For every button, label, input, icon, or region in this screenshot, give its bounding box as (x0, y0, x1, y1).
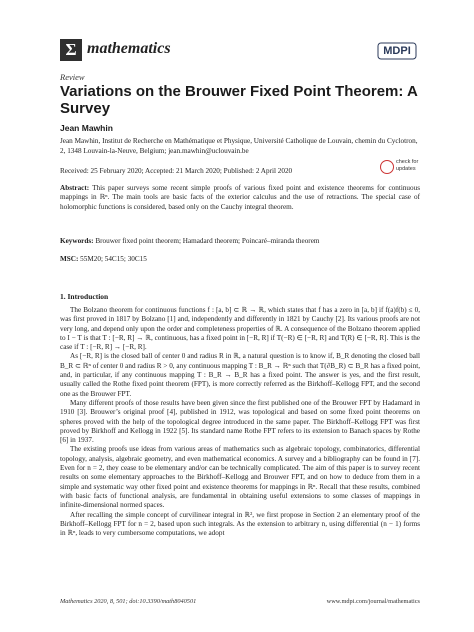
keywords-text: Brouwer fixed point theorem; Hamadard theorem; Poincaré–miranda theorem (95, 237, 320, 245)
paragraph: The existing proofs use ideas from various areas of mathematics such as algebraic topology, combinatorics, differential topology, analysis, algebraic geometry, and even mathematical economics. A survey and a bibliography can be found in [7]. Even for n = 2, they cease to be elementary and/or can be technically complicated. The aim of this paper is to survey recent results on some elementary approaches to the Birkhoff–Kellogg and Brouwer FPT, and on how to deduce from them in a simple and systematic way other fixed point and existence theorems for mappings in ℝⁿ. Recall that these results, combined with basic facts of functional analysis, are fundamental in obtaining useful extensions to some classes of mappings in infinite-dimensional normed spaces. (60, 445, 420, 510)
article-type: Review (60, 72, 85, 82)
paragraph: After recalling the simple concept of curvilinear integral in ℝ², we first propose in Section 2 an elementary proof of the Birkhoff–Kellogg FPT for n = 2, based upon such integrals. As the extension to arbitrary n, using differential (n − 1) forms in ℝⁿ, leads to very cumbersome computations, we adopt (60, 510, 420, 538)
journal-url[interactable]: www.mdpi.com/journal/mathematics (326, 598, 420, 605)
journal-name[interactable]: mathematics (87, 40, 171, 57)
paragraph: As [−R, R] is the closed ball of center 0 and radius R in ℝ, a natural question is to know if, B_R denoting the closed ball B_R ⊂ ℝⁿ of center 0 and radius R > 0, any continuous mapping T : B_R → ℝⁿ such that T(∂B_R) ⊂ B_R has a fixed point, and, in particular, if any continuous mapping T : B_R → B_R has a fixed point. The answer is yes, and the first result, usually called the Rothe fixed point theorem (FPT), is more correctly referred as the Birkhoff–Kellogg FPT, and the second one as the Brouwer FPT. (60, 352, 420, 398)
abstract-label: Abstract: (60, 184, 90, 192)
section-heading: 1. Introduction (60, 292, 109, 301)
publication-dates: Received: 25 February 2020; Accepted: 21 March 2020; Published: 2 April 2020 (60, 167, 293, 175)
abstract (60, 184, 420, 212)
publisher-name: MDPI (383, 45, 411, 57)
check-for-updates-button[interactable] (380, 158, 420, 178)
journal-logo: Σ (60, 39, 82, 61)
article-title: Variations on the Brouwer Fixed Point Theorem: A Survey (60, 83, 418, 117)
citation: Mathematics 2020, 8, 501; doi:10.3390/math8040501 (60, 598, 197, 605)
publisher-logo[interactable] (377, 40, 417, 62)
section-body (60, 306, 420, 538)
msc-label: MSC: (60, 255, 79, 263)
author-name: Jean Mawhin (60, 123, 113, 133)
msc-text: 55M20; 54C15; 30C15 (80, 255, 147, 263)
msc-codes (60, 255, 420, 264)
abstract-text: This paper surveys some recent simple proofs of various fixed point and existence theorems for continuous mappings in ℝⁿ. The main tools are basic facts of the exterior calculus and the use of retractions. The special case of holomorphic functions is considered, based only on the Cauchy integral theorem. (60, 184, 420, 211)
check-updates-icon (380, 160, 394, 174)
author-affiliation: Jean Mawhin, Institut de Recherche en Mathématique et Physique, Université Catholique de Louvain, chemin du Cyclotron, 2, 1348 Louvain-la-Neuve, Belgium; jean.mawhin@uclouvain.be (60, 137, 418, 155)
paragraph: Many different proofs of those results have been given since the first published one of the Brouwer FPT by Hadamard in 1910 [3]. Brouwer’s original proof [4], published in 1912, was topological and based on some fixed point theorems on spheres proved with the help of the topological degree introduced in the same paper. The Birkhoff–Kellogg FPT was first proved by Birkhoff and Kellogg in 1922 [5]. Its standard name Rothe FPT refers to its extension to Banach spaces by Rothe [6] in 1937. (60, 398, 420, 445)
paragraph: The Bolzano theorem for continuous functions f : [a, b] ⊂ ℝ → ℝ, which states that f has a zero in [a, b] if f(a)f(b) ≤ 0, was first proved in 1817 by Bolzano [1] and, independently and differently in 1821 by Cauchy [2]. Its various proofs are not very long, and depend only upon the order and completeness properties of ℝ. A consequence of the Bolzano theorem applied to I − T is that T : [−R, R] → ℝ, continuous, has a fixed point in [−R, R] if T(−R) ∈ [−R, R] and T(R) ∈ [−R, R]. This is the case if T : [−R, R] → [−R, R]. (60, 306, 420, 352)
keywords (60, 237, 420, 246)
check-updates-label: check for updates (396, 159, 419, 172)
keywords-label: Keywords: (60, 237, 94, 245)
